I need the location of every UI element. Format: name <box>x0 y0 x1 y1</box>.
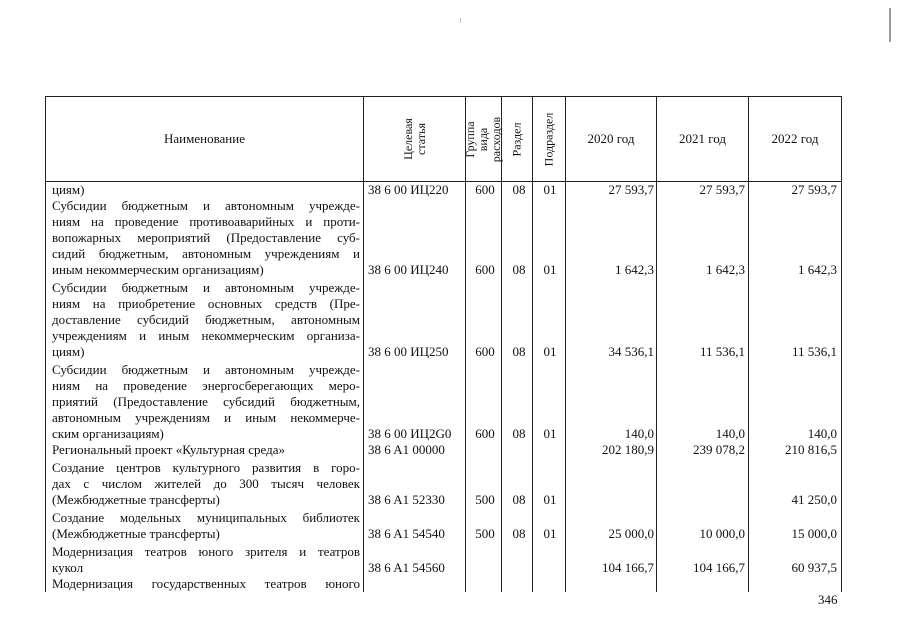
row-value-2020: 1 642,3 <box>615 262 654 277</box>
row-expense-group: 500 <box>475 492 495 507</box>
row-name-line: (Межбюджетные трансферты) <box>52 492 220 507</box>
row-value-2020: 34 536,1 <box>608 344 654 359</box>
row-name-line: (Межбюджетные трансферты) <box>52 526 220 541</box>
row-expense-group: 600 <box>475 262 495 277</box>
row-name-line: ниям на проведение противоаварийных и проти- <box>52 214 360 229</box>
row-subsection: 01 <box>543 182 557 197</box>
row-target-article: 38 6 A1 54540 <box>368 526 445 541</box>
row-name-line: Модернизация государственных театров юного <box>52 576 360 591</box>
row-name-line: иным некоммерческим организациям) <box>52 262 264 277</box>
row-value-2022: 41 250,0 <box>791 492 837 507</box>
row-value-2021: 140,0 <box>715 426 745 441</box>
header-year-2022: 2022 год <box>771 131 819 146</box>
row-value-2020: 140,0 <box>624 426 654 441</box>
row-expense-group: 600 <box>475 182 495 197</box>
row-expense-group: 600 <box>475 426 495 441</box>
row-name-line: Субсидии бюджетным и автономным учрежде- <box>52 280 360 295</box>
page-number: 346 <box>818 592 838 607</box>
row-name-line: Создание центров культурного развития в горо- <box>52 460 360 475</box>
row-section: 08 <box>512 492 526 507</box>
row-section: 08 <box>512 262 526 277</box>
row-value-2021: 11 536,1 <box>699 344 745 359</box>
row-name-line: кукол <box>52 560 84 575</box>
row-name-line: ским организациям) <box>52 426 164 441</box>
row-name-line: приятий (Предоставление субсидий бюджетным, <box>52 394 360 409</box>
row-expense-group: 500 <box>475 526 495 541</box>
header-section-label: Раздел <box>509 122 524 156</box>
row-name-line: вопожарных мероприятий (Предоставление суб- <box>52 230 360 245</box>
row-value-2021: 239 078,2 <box>693 442 745 457</box>
row-subsection: 01 <box>543 492 557 507</box>
row-value-2022: 140,0 <box>807 426 837 441</box>
header-subsection-label: Подраздел <box>541 112 556 166</box>
row-value-2022: 60 937,5 <box>791 560 837 575</box>
row-target-article: 38 6 A1 52330 <box>368 492 445 507</box>
row-value-2022: 11 536,1 <box>791 344 837 359</box>
header-target-article-label: Целевая статья <box>400 118 428 160</box>
row-section: 08 <box>512 526 526 541</box>
col-border <box>841 96 842 592</box>
row-name-line: автономным учреждениям и иным некоммерче- <box>52 410 360 425</box>
row-section: 08 <box>512 344 526 359</box>
row-section: 08 <box>512 182 526 197</box>
header-expense-group-label: Группа вида расходов <box>463 116 503 162</box>
header-section <box>502 97 532 181</box>
row-value-2020: 104 166,7 <box>602 560 654 575</box>
row-target-article: 38 6 A1 00000 <box>368 442 445 457</box>
row-target-article: 38 6 00 ИЦ240 <box>368 262 449 277</box>
row-value-2021: 10 000,0 <box>699 526 745 541</box>
row-value-2022: 1 642,3 <box>798 262 837 277</box>
row-name-line: Модернизация театров юного зрителя и театров <box>52 544 360 559</box>
row-name-line: Субсидии бюджетным и автономным учрежде- <box>52 198 360 213</box>
page-edge-mark <box>889 8 891 42</box>
row-value-2021: 104 166,7 <box>693 560 745 575</box>
row-name-line: ниям на проведение энергосберегающих меро- <box>52 378 360 393</box>
row-target-article: 38 6 00 ИЦ2G0 <box>368 426 452 441</box>
header-target-article <box>364 97 465 181</box>
header-year-2020: 2020 год <box>587 131 635 146</box>
scan-dot <box>460 18 461 23</box>
row-value-2022: 15 000,0 <box>791 526 837 541</box>
row-value-2022: 210 816,5 <box>785 442 837 457</box>
header-subsection <box>533 97 565 181</box>
row-subsection: 01 <box>543 426 557 441</box>
row-expense-group: 600 <box>475 344 495 359</box>
row-target-article: 38 6 00 ИЦ220 <box>368 182 449 197</box>
row-subsection: 01 <box>543 344 557 359</box>
row-value-2022: 27 593,7 <box>791 182 837 197</box>
row-subsection: 01 <box>543 526 557 541</box>
row-value-2021: 1 642,3 <box>706 262 745 277</box>
row-target-article: 38 6 A1 54560 <box>368 560 445 575</box>
header-name: Наименование <box>164 131 245 146</box>
row-name-line: Субсидии бюджетным и автономным учрежде- <box>52 362 360 377</box>
row-name-line: циям) <box>52 344 85 359</box>
row-target-article: 38 6 00 ИЦ250 <box>368 344 449 359</box>
row-section: 08 <box>512 426 526 441</box>
header-expense-group <box>463 97 503 181</box>
row-value-2020: 27 593,7 <box>608 182 654 197</box>
row-name-line: доставление субсидий бюджетным, автономным <box>52 312 360 327</box>
row-name-line: Создание модельных муниципальных библиотек <box>52 510 360 525</box>
row-name-line: циям) <box>52 182 85 197</box>
header-year-2021: 2021 год <box>679 131 726 146</box>
row-value-2020: 202 180,9 <box>602 442 654 457</box>
row-subsection: 01 <box>543 262 557 277</box>
row-name-line: учреждениям и иным некоммерческим организа- <box>52 328 360 343</box>
row-name-line: сидий бюджетным, автономным учреждениям и <box>52 246 360 261</box>
row-name-line: ниям на приобретение основных средств (Пре- <box>52 296 360 311</box>
row-value-2020: 25 000,0 <box>608 526 654 541</box>
row-name-line: Региональный проект «Культурная среда» <box>52 442 285 457</box>
row-value-2021: 27 593,7 <box>699 182 745 197</box>
row-name-line: дах с числом жителей до 300 тысяч человек <box>52 476 360 491</box>
